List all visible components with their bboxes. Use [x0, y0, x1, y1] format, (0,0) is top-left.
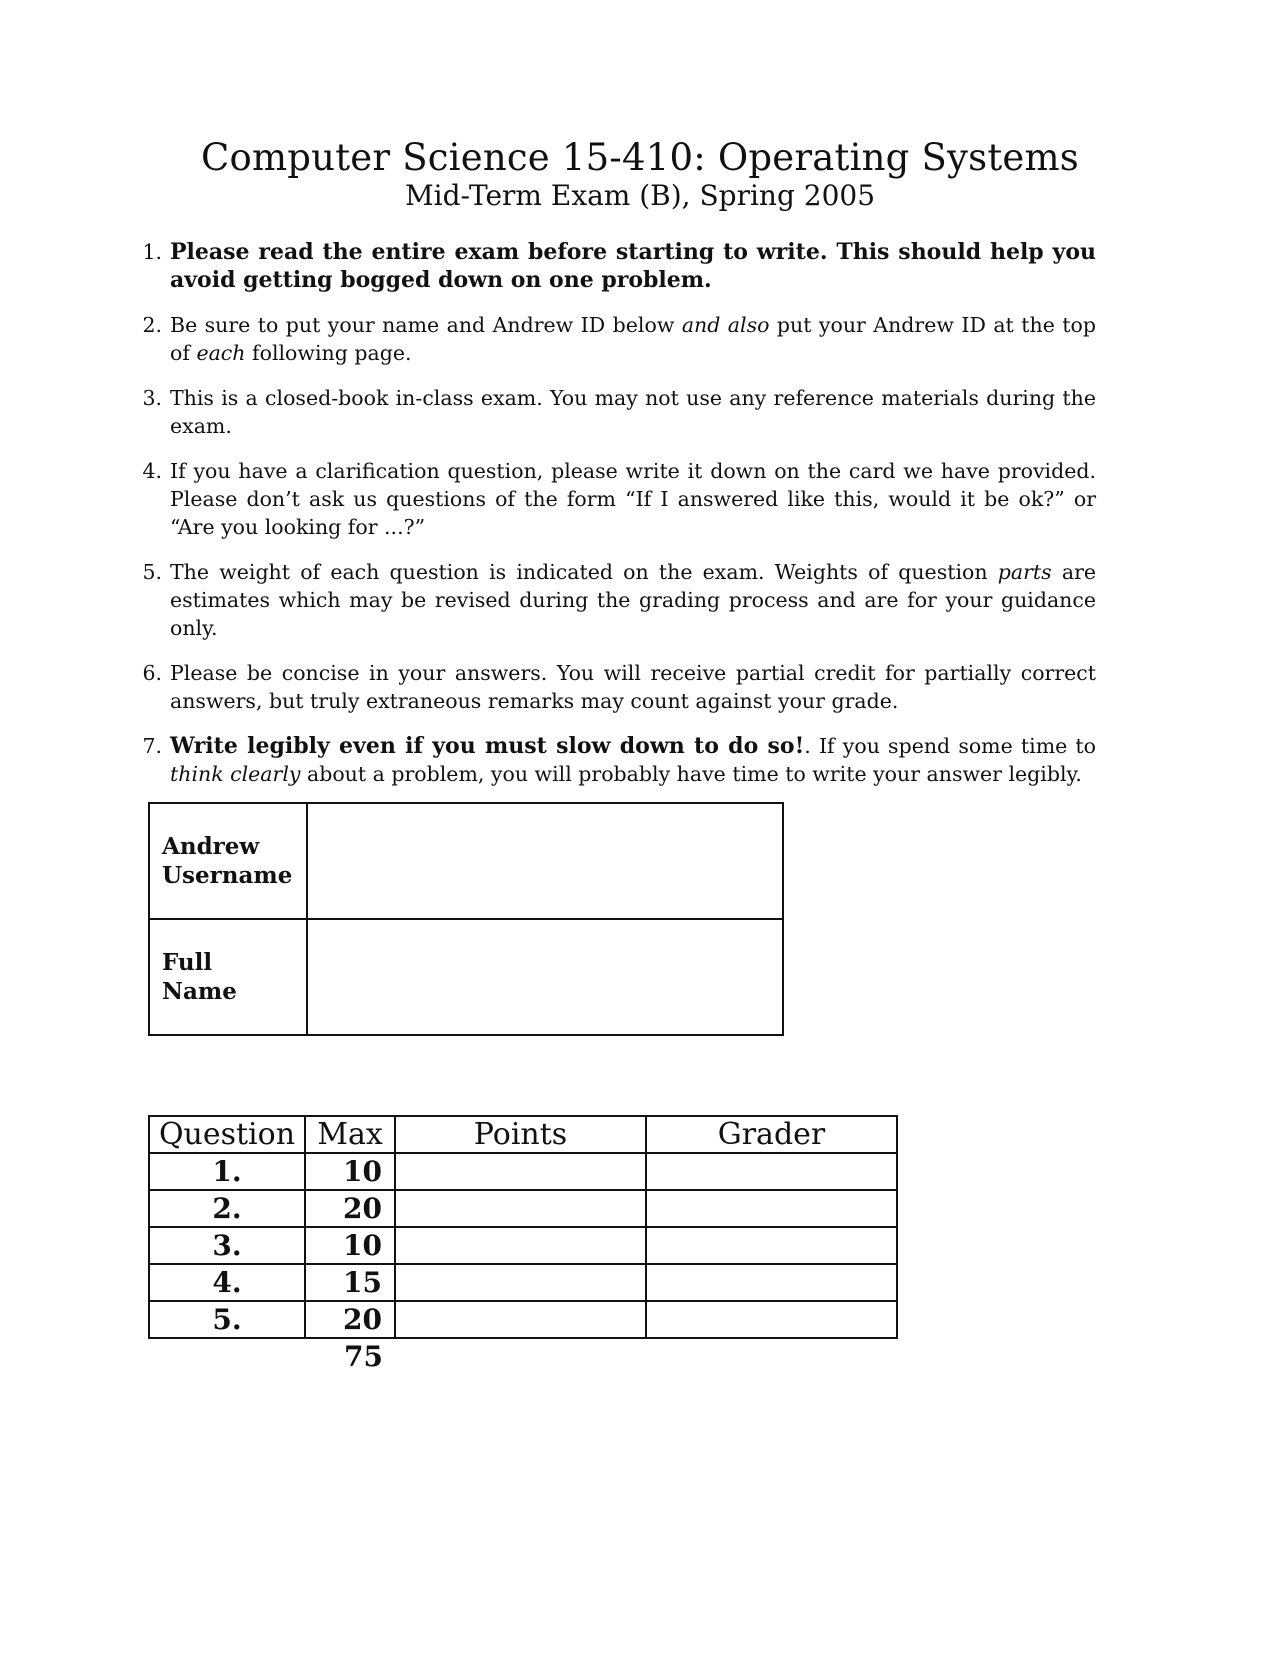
score-table-header [149, 1116, 897, 1153]
exam-subtitle: Mid-Term Exam (B), Spring 2005 [404, 179, 876, 212]
table-row [149, 1301, 897, 1338]
question-number: 1. [149, 1153, 305, 1190]
andrew-username-row [149, 803, 783, 919]
grader-cell[interactable] [646, 1227, 897, 1264]
instruction-text-italic: think clearly [170, 762, 301, 786]
instruction-text: put your Andrew ID at the top of [170, 313, 1096, 365]
question-number: 3. [149, 1227, 305, 1264]
student-id-table [148, 802, 784, 1036]
instruction-text: This is a closed-book in-class exam. You may not use any reference materials during the exam. [170, 386, 1096, 438]
instruction-text: The weight of each question is indicated on the exam. Weights of question [170, 560, 998, 584]
full-name-row [149, 919, 783, 1035]
score-table [148, 1115, 898, 1374]
max-header: Max [305, 1116, 395, 1153]
instruction-number: 4. [142, 459, 162, 483]
instruction-number: 1. [142, 240, 162, 264]
total-max-points: 75 [344, 1340, 383, 1373]
points-cell[interactable] [395, 1190, 646, 1227]
full-name-field[interactable] [307, 919, 783, 1035]
instruction-text-italic: each [196, 341, 246, 365]
instruction-item-3 [132, 384, 1096, 440]
instruction-text: . If you spend some time to [804, 734, 1097, 758]
andrew-username-label: Andrew Username [149, 803, 307, 919]
grader-cell[interactable] [646, 1190, 897, 1227]
max-points: 20 [305, 1190, 395, 1227]
max-points: 10 [305, 1227, 395, 1264]
grader-cell[interactable] [646, 1264, 897, 1301]
max-points: 10 [305, 1153, 395, 1190]
instruction-number: 7. [142, 734, 162, 758]
instruction-item-2 [132, 311, 1096, 367]
instruction-text-bold: Write legibly even if you must slow down to do so! [170, 733, 805, 759]
total-row [149, 1338, 897, 1374]
andrew-username-field[interactable] [307, 803, 783, 919]
score-table-container [148, 1115, 898, 1374]
table-row [149, 1153, 897, 1190]
table-row [149, 1264, 897, 1301]
instruction-text: If you have a clarification question, please write it down on the card we have provided. Please don’t ask us questions of the form “If I answered like this, would it be ok?” or “Are you looking for ...?” [170, 459, 1096, 539]
instruction-item-4 [132, 457, 1096, 541]
max-points: 15 [305, 1264, 395, 1301]
question-number: 4. [149, 1264, 305, 1301]
question-number: 2. [149, 1190, 305, 1227]
instruction-number: 2. [142, 313, 162, 337]
instruction-item-5 [132, 558, 1096, 642]
instruction-text: Please be concise in your answers. You will receive partial credit for partially correct answers, but truly extraneous remarks may count against your grade. [170, 661, 1096, 713]
instruction-text: Be sure to put your name and Andrew ID below [170, 313, 682, 337]
instruction-text-bold: Please read the entire exam before starting to write. This should help you avoid getting bogged down on one problem. [170, 239, 1096, 293]
grader-header: Grader [646, 1116, 897, 1153]
instruction-number: 5. [142, 560, 162, 584]
exam-title: Computer Science 15-410: Operating Systems [201, 136, 1079, 179]
instruction-item-1 [132, 238, 1096, 294]
max-points: 20 [305, 1301, 395, 1338]
instruction-number: 3. [142, 386, 162, 410]
points-header: Points [395, 1116, 646, 1153]
question-number: 5. [149, 1301, 305, 1338]
instruction-text: about a problem, you will probably have time to write your answer legibly. [300, 762, 1082, 786]
table-row [149, 1190, 897, 1227]
instruction-number: 6. [142, 661, 162, 685]
full-name-label: Full Name [149, 919, 307, 1035]
points-cell[interactable] [395, 1264, 646, 1301]
grader-cell[interactable] [646, 1153, 897, 1190]
instruction-text: following page. [245, 341, 412, 365]
table-row [149, 1227, 897, 1264]
instruction-item-7 [132, 732, 1096, 788]
instruction-text-italic: parts [997, 560, 1052, 584]
instruction-text-italic: and also [681, 313, 770, 337]
instructions-list [132, 238, 1096, 805]
instruction-item-6 [132, 659, 1096, 715]
points-cell[interactable] [395, 1301, 646, 1338]
instruction-text: are estimates which may be revised during the grading process and are for your guidance only. [170, 560, 1097, 640]
points-cell[interactable] [395, 1227, 646, 1264]
grader-cell[interactable] [646, 1301, 897, 1338]
points-cell[interactable] [395, 1153, 646, 1190]
question-header: Question [149, 1116, 305, 1153]
